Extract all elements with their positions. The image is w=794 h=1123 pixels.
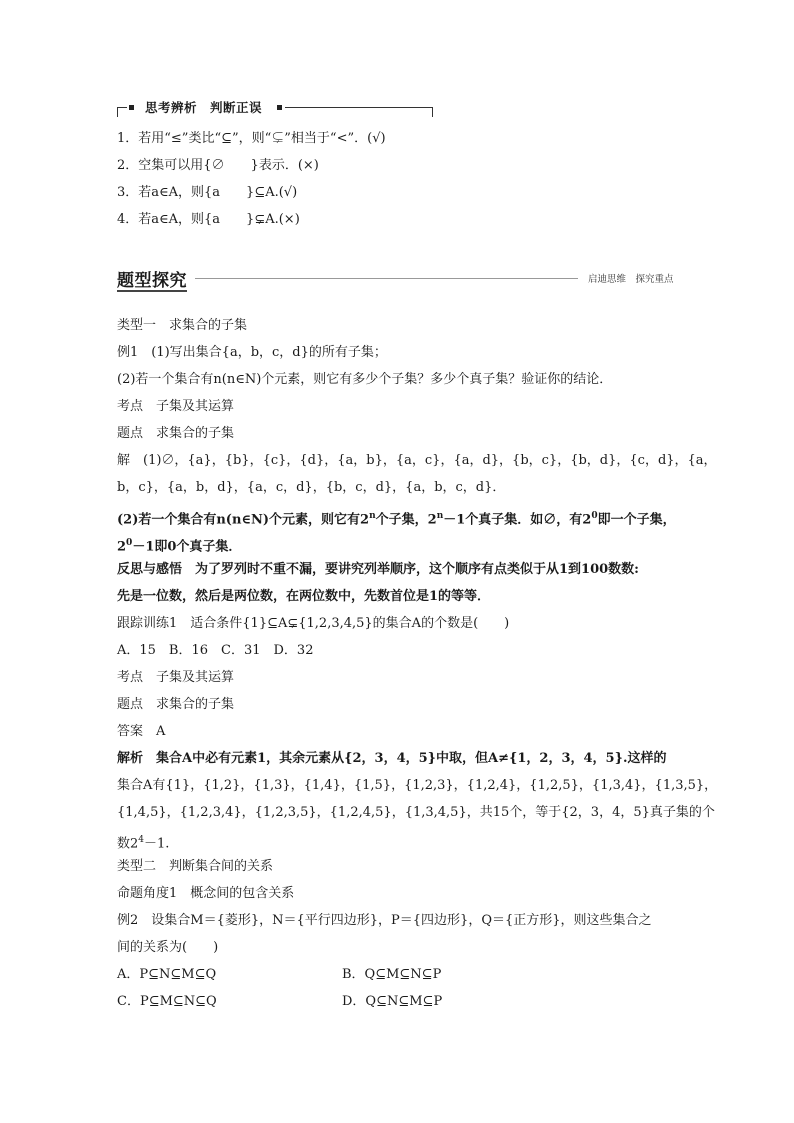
kaodian-2: 考点 子集及其运算 [117,670,235,685]
tidian-1: 题点 求集合的子集 [117,426,235,441]
analysis-line2: 集合A有{1}，{1,2}，{1,3}，{1,4}，{1,5}，{1,2,3}，{1,2,4}，{1,2,5}，{1,3,4}，{1,3,5}， [117,778,718,793]
option-b: B．Q⊆M⊆N⊆P [342,967,442,982]
square-bullet-icon [277,105,282,110]
frame-left-line [117,107,127,108]
frame-left-bracket [117,107,118,117]
answer: 答案 A [117,724,166,739]
section-title: 题型探究 [117,271,187,291]
reflect-line1: 反思与感悟 为了罗列时不重不漏，要讲究列举顺序，这个顺序有点类似于从1到100数数: [117,562,639,577]
think-box-header [117,97,433,121]
track-training-1: 跟踪训练1 适合条件{1}⊆A⊊{1,2,3,4,5}的集合A的个数是( ) [117,616,510,631]
think-item-1: 1．若用“≤”类比“⊆”，则“⊊”相当于“<”．(√) [117,131,386,146]
section-title-underline [117,290,187,292]
track-options: A．15 B．16 C．31 D．32 [117,643,314,658]
example1-line1: 例1 (1)写出集合{a，b，c，d}的所有子集； [117,345,387,360]
type1-title: 类型一 求集合的子集 [117,318,248,333]
frame-right-bracket [432,107,433,117]
kaodian-1: 考点 子集及其运算 [117,399,235,414]
example1-line2: (2)若一个集合有n(n∈N)个元素，则它有多少个子集？多少个真子集？验证你的结论． [117,372,613,387]
think-item-2: 2．空集可以用{∅ }表示．(×) [117,158,319,173]
section-divider [195,278,578,279]
solution-line1: 解 (1)∅，{a}，{b}，{c}，{d}，{a，b}，{a，c}，{a，d}，{b，c}，{b，d}，{c，d}，{a， [117,453,717,468]
angle-1: 命题角度1 概念间的包含关系 [117,886,295,901]
think-item-4: 4．若a∈A，则{a }⊊A.(×) [117,212,300,227]
analysis-line3: {1,4,5}，{1,2,3,4}，{1,2,3,5}，{1,2,4,5}，{1,3,4,5}，共15个，等于{2，3，4，5}真子集的个 [117,805,715,820]
reflect-line2: 先是一位数，然后是两位数，在两位数中，先数首位是1的等等． [117,589,491,604]
analysis-line4: 数$2^4-1$. [117,835,170,852]
frame-right-line [285,107,433,108]
think-box-title: 思考辨析 判断正误 [145,100,263,115]
example2-line1: 例2 设集合M＝{菱形}，N＝{平行四边形}，P＝{四边形}，Q＝{正方形}，则这些集合之 [117,913,652,928]
solution-line4: $2^0-1$即0个真子集． [117,538,242,555]
option-d: D．Q⊆N⊆M⊆P [342,994,443,1009]
solution-line2: b，c}，{a，b，d}，{a，c，d}，{b，c，d}，{a，b，c，d}． [117,480,506,495]
tidian-2: 题点 求集合的子集 [117,697,235,712]
solution-line3: (2)若一个集合有n(n∈N)个元素，则它有2$^n$个子集，$2^n-1$个真子集．如∅，有$2^0$即一个子集， [117,511,676,528]
analysis-line1: 解析 集合A中必有元素1，其余元素从{2，3，4，5}中取，但A≠{1，2，3，4，5}.这样的 [117,751,667,766]
option-a: A．P⊆N⊆M⊆Q [117,967,217,982]
section-tag: 启迪思维 探究重点 [588,274,674,285]
example2-line2: 间的关系为( ) [117,940,219,955]
think-item-3: 3．若a∈A，则{a }⊆A.(√) [117,185,298,200]
square-bullet-icon [129,105,134,110]
type2-title: 类型二 判断集合间的关系 [117,859,274,874]
option-c: C．P⊆M⊆N⊆Q [117,994,217,1009]
